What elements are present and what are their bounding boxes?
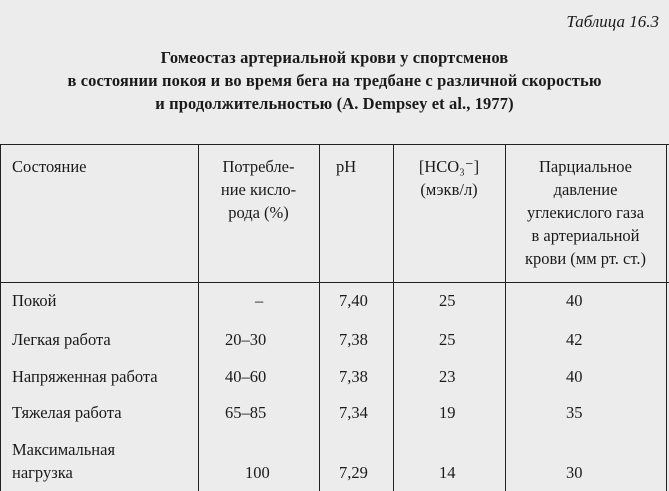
row-2-state: Легкая работа	[12, 330, 111, 349]
row-2-ph: 7,38	[339, 330, 368, 349]
row-1-ph: 7,40	[339, 291, 368, 310]
header-state: Состояние	[12, 157, 87, 176]
column-divider	[319, 144, 320, 491]
row-3-oxygen: 40–60	[225, 367, 267, 386]
row-4-hco3: 19	[439, 403, 456, 422]
row-5-pco2: 30	[566, 463, 583, 482]
row-5-ph: 7,29	[339, 463, 368, 482]
row-5-state: Максимальная нагрузка	[12, 440, 116, 482]
table-number: Таблица 16.3	[566, 12, 659, 31]
table-right-border	[666, 144, 667, 491]
header-hco3: [HCO₃⁻] (мэкв/л)	[418, 157, 480, 199]
header-bottom-border	[0, 282, 669, 283]
header-ph: pH	[336, 157, 357, 176]
row-3-pco2: 40	[566, 367, 583, 386]
row-3-state: Напряженная работа	[12, 367, 158, 386]
row-2-oxygen: 20–30	[225, 330, 267, 349]
row-4-pco2: 35	[566, 403, 583, 422]
row-4-state: Тяжелая работа	[12, 403, 122, 422]
row-1-oxygen: –	[255, 291, 264, 310]
title-line-2: в состоянии покоя и во время бега на тредбане с различной скоростью	[67, 71, 602, 90]
table-left-border	[0, 144, 1, 491]
row-2-pco2: 42	[566, 330, 583, 349]
row-4-oxygen: 65–85	[225, 403, 267, 422]
title-line-1: Гомеостаз артериальной крови у спортсменов	[160, 48, 509, 67]
row-1-hco3: 25	[439, 291, 456, 310]
table-top-border	[0, 144, 669, 145]
title-line-3: и продолжительностью (A. Dempsey et al., 1977)	[155, 94, 514, 113]
row-2-hco3: 25	[439, 330, 456, 349]
header-oxygen: Потребле- ние кисло- рода (%)	[220, 157, 297, 222]
row-1-pco2: 40	[566, 291, 583, 310]
row-1-state: Покой	[12, 291, 57, 310]
header-pco2: Парциальное давление углекислого газа в артериальной крови (мм рт. ст.)	[525, 157, 646, 268]
row-3-ph: 7,38	[339, 367, 368, 386]
row-4-ph: 7,34	[339, 403, 368, 422]
row-3-hco3: 23	[439, 367, 456, 386]
table-title	[0, 46, 669, 115]
row-5-oxygen: 100	[245, 463, 270, 482]
row-5-hco3: 14	[439, 463, 456, 482]
